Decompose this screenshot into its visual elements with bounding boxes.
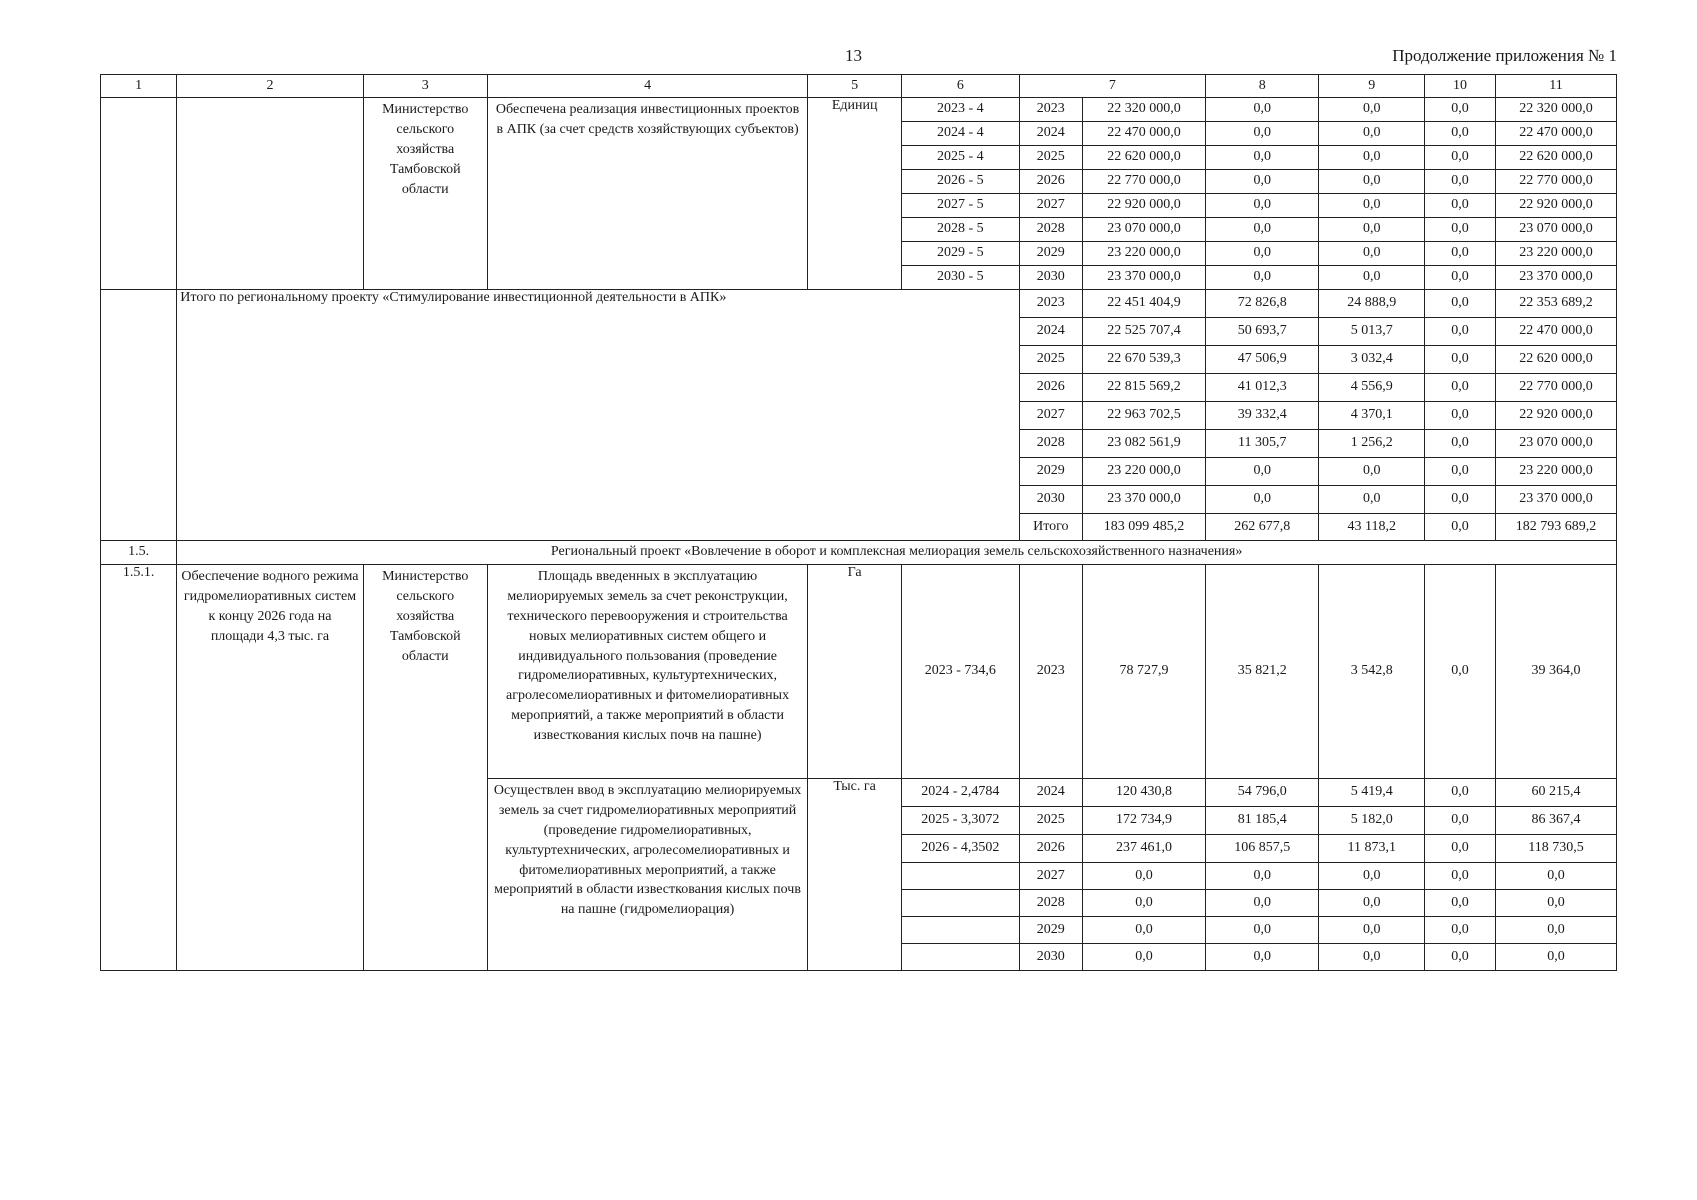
amount-cell: 0,0 <box>1206 458 1319 486</box>
page-number: 13 <box>845 46 862 65</box>
amount-cell: 23 082 561,9 <box>1082 430 1205 458</box>
amount-cell: 0,0 <box>1425 98 1496 122</box>
amount-cell: 0,0 <box>1319 170 1425 194</box>
amount-cell: 0,0 <box>1206 170 1319 194</box>
ministry-cell: Министерство сельского хозяйства Тамбовской области <box>363 98 487 290</box>
amount-cell: 0,0 <box>1425 374 1496 402</box>
amount-cell: 0,0 <box>1425 146 1496 170</box>
amount-cell: 22 770 000,0 <box>1082 170 1205 194</box>
year-cell: 2030 <box>1019 266 1082 290</box>
amount-cell: 0,0 <box>1425 218 1496 242</box>
amount-cell: 0,0 <box>1425 194 1496 218</box>
column-number: 9 <box>1319 75 1425 98</box>
amount-cell: 11 873,1 <box>1319 835 1425 863</box>
amount-cell: 183 099 485,2 <box>1082 514 1205 541</box>
amount-cell: 0,0 <box>1319 194 1425 218</box>
column-number: 2 <box>177 75 363 98</box>
amount-cell: 0,0 <box>1206 122 1319 146</box>
amount-cell: 0,0 <box>1425 318 1496 346</box>
amount-cell: 0,0 <box>1425 486 1496 514</box>
year-cell: 2025 <box>1019 146 1082 170</box>
amount-cell: 0,0 <box>1206 146 1319 170</box>
amount-cell: 0,0 <box>1319 218 1425 242</box>
amount-cell: 39 332,4 <box>1206 402 1319 430</box>
amount-cell: 0,0 <box>1319 98 1425 122</box>
amount-cell: 182 793 689,2 <box>1495 514 1616 541</box>
amount-cell: 22 451 404,9 <box>1082 290 1205 318</box>
year-cell: 2028 <box>1019 218 1082 242</box>
amount-cell: 0,0 <box>1425 514 1496 541</box>
amount-cell: 43 118,2 <box>1319 514 1425 541</box>
amount-cell: 0,0 <box>1206 98 1319 122</box>
amount-cell: 22 525 707,4 <box>1082 318 1205 346</box>
amount-cell: 0,0 <box>1425 835 1496 863</box>
amount-cell: 22 470 000,0 <box>1082 122 1205 146</box>
amount-cell: 22 770 000,0 <box>1495 170 1616 194</box>
year-cell: 2029 <box>1019 242 1082 266</box>
year-cell: 2025 <box>1019 807 1082 835</box>
column-number: 7 <box>1019 75 1205 98</box>
column-number: 1 <box>101 75 177 98</box>
amount-cell: 78 727,9 <box>1082 565 1205 779</box>
amount-cell: 0,0 <box>1425 458 1496 486</box>
amount-cell: 0,0 <box>1425 430 1496 458</box>
amount-cell: 0,0 <box>1319 890 1425 917</box>
amount-cell: 47 506,9 <box>1206 346 1319 374</box>
amount-cell: 0,0 <box>1319 146 1425 170</box>
amount-cell: 22 920 000,0 <box>1495 194 1616 218</box>
amount-cell: 22 920 000,0 <box>1082 194 1205 218</box>
target-value-cell: 2023 - 734,6 <box>902 565 1020 779</box>
amount-cell: 0,0 <box>1319 944 1425 971</box>
amount-cell: 86 367,4 <box>1495 807 1616 835</box>
amount-cell: 0,0 <box>1206 242 1319 266</box>
amount-cell: 0,0 <box>1206 890 1319 917</box>
total-label-cell: Итого по региональному проекту «Стимулирование инвестиционной деятельности в АПК» <box>177 290 1019 541</box>
amount-cell: 0,0 <box>1319 266 1425 290</box>
amount-cell: 0,0 <box>1206 266 1319 290</box>
amount-cell: 0,0 <box>1206 486 1319 514</box>
amount-cell: 0,0 <box>1206 218 1319 242</box>
unit-cell: Га <box>808 565 902 779</box>
amount-cell: 0,0 <box>1425 779 1496 807</box>
amount-cell: 0,0 <box>1495 863 1616 890</box>
amount-cell: 23 370 000,0 <box>1495 486 1616 514</box>
year-cell: 2025 <box>1019 346 1082 374</box>
amount-cell: 22 320 000,0 <box>1495 98 1616 122</box>
amount-cell: 0,0 <box>1082 863 1205 890</box>
amount-cell: 24 888,9 <box>1319 290 1425 318</box>
amount-cell: 22 815 569,2 <box>1082 374 1205 402</box>
amount-cell: 172 734,9 <box>1082 807 1205 835</box>
amount-cell: 0,0 <box>1425 807 1496 835</box>
target-value-cell: 2026 - 4,3502 <box>902 835 1020 863</box>
amount-cell: 54 796,0 <box>1206 779 1319 807</box>
amount-cell: 0,0 <box>1425 944 1496 971</box>
amount-cell: 5 013,7 <box>1319 318 1425 346</box>
amount-cell: 4 370,1 <box>1319 402 1425 430</box>
amount-cell: 0,0 <box>1082 890 1205 917</box>
year-cell: 2026 <box>1019 170 1082 194</box>
year-cell: 2029 <box>1019 458 1082 486</box>
amount-cell: 262 677,8 <box>1206 514 1319 541</box>
amount-cell: 0,0 <box>1425 565 1496 779</box>
year-cell: 2026 <box>1019 374 1082 402</box>
amount-cell: 72 826,8 <box>1206 290 1319 318</box>
year-cell: 2023 <box>1019 565 1082 779</box>
target-value-cell: 2025 - 3,3072 <box>902 807 1020 835</box>
amount-cell: 1 256,2 <box>1319 430 1425 458</box>
amount-cell: 0,0 <box>1082 917 1205 944</box>
year-cell: 2027 <box>1019 194 1082 218</box>
event-cell <box>177 98 363 290</box>
amount-cell: 81 185,4 <box>1206 807 1319 835</box>
amount-cell: 23 370 000,0 <box>1495 266 1616 290</box>
amount-cell: 5 419,4 <box>1319 779 1425 807</box>
amount-cell: 0,0 <box>1082 944 1205 971</box>
amount-cell: 0,0 <box>1206 194 1319 218</box>
amount-cell: 0,0 <box>1425 122 1496 146</box>
amount-cell: 41 012,3 <box>1206 374 1319 402</box>
amount-cell: 0,0 <box>1425 346 1496 374</box>
amount-cell: 0,0 <box>1319 242 1425 266</box>
target-value-cell: 2028 - 5 <box>902 218 1020 242</box>
amount-cell: 22 620 000,0 <box>1495 346 1616 374</box>
amount-cell: 0,0 <box>1495 917 1616 944</box>
indicator-cell: Обеспечена реализация инвестиционных проектов в АПК (за счет средств хозяйствующих субъектов) <box>487 98 807 290</box>
event-cell: Обеспечение водного режима гидромелиоративных систем к концу 2026 года на площади 4,3 тыс. га <box>177 565 363 971</box>
amount-cell: 0,0 <box>1425 890 1496 917</box>
table-row <box>101 541 1617 565</box>
amount-cell: 22 470 000,0 <box>1495 122 1616 146</box>
target-value-cell: 2023 - 4 <box>902 98 1020 122</box>
amount-cell: 0,0 <box>1319 917 1425 944</box>
table-row <box>101 565 1617 779</box>
amount-cell: 23 370 000,0 <box>1082 266 1205 290</box>
target-value-cell: 2024 - 4 <box>902 122 1020 146</box>
amount-cell: 0,0 <box>1319 458 1425 486</box>
column-number: 11 <box>1495 75 1616 98</box>
year-cell: 2028 <box>1019 430 1082 458</box>
year-cell: Итого <box>1019 514 1082 541</box>
amount-cell: 22 963 702,5 <box>1082 402 1205 430</box>
amount-cell: 0,0 <box>1206 944 1319 971</box>
indicator-cell: Осуществлен ввод в эксплуатацию мелиорируемых земель за счет гидромелиоративных мероприятий (проведение гидромелиоративных, культуртехнических, агролесомелиоративных и фитомелиоративных мероприятий, а также мероприятий в области известкования кислых почв на пашне (гидромелиорация) <box>487 779 807 971</box>
amount-cell: 22 320 000,0 <box>1082 98 1205 122</box>
amount-cell: 106 857,5 <box>1206 835 1319 863</box>
number-cell <box>101 98 177 290</box>
year-cell: 2023 <box>1019 290 1082 318</box>
amount-cell: 22 670 539,3 <box>1082 346 1205 374</box>
amount-cell: 22 770 000,0 <box>1495 374 1616 402</box>
amount-cell: 23 220 000,0 <box>1495 242 1616 266</box>
amount-cell: 0,0 <box>1425 402 1496 430</box>
year-cell: 2024 <box>1019 779 1082 807</box>
amount-cell: 0,0 <box>1425 242 1496 266</box>
section-number-cell: 1.5. <box>101 541 177 565</box>
amount-cell: 23 370 000,0 <box>1082 486 1205 514</box>
amount-cell: 118 730,5 <box>1495 835 1616 863</box>
ministry-cell: Министерство сельского хозяйства Тамбовской области <box>363 565 487 971</box>
amount-cell: 3 032,4 <box>1319 346 1425 374</box>
year-cell: 2028 <box>1019 890 1082 917</box>
target-value-cell <box>902 863 1020 890</box>
amount-cell: 23 220 000,0 <box>1082 458 1205 486</box>
amount-cell: 60 215,4 <box>1495 779 1616 807</box>
amount-cell: 23 070 000,0 <box>1495 218 1616 242</box>
column-number: 5 <box>808 75 902 98</box>
amount-cell: 4 556,9 <box>1319 374 1425 402</box>
amount-cell: 39 364,0 <box>1495 565 1616 779</box>
amount-cell: 23 070 000,0 <box>1082 218 1205 242</box>
table-row <box>101 290 1617 318</box>
amount-cell: 35 821,2 <box>1206 565 1319 779</box>
amount-cell: 3 542,8 <box>1319 565 1425 779</box>
amount-cell: 0,0 <box>1425 917 1496 944</box>
amount-cell: 23 220 000,0 <box>1082 242 1205 266</box>
column-number: 4 <box>487 75 807 98</box>
section-title-cell: Региональный проект «Вовлечение в оборот и комплексная мелиорация земель сельскохозяйственного назначения» <box>177 541 1617 565</box>
column-number: 10 <box>1425 75 1496 98</box>
table-row <box>101 98 1617 122</box>
amount-cell: 23 070 000,0 <box>1495 430 1616 458</box>
unit-cell: Тыс. га <box>808 779 902 971</box>
year-cell: 2027 <box>1019 402 1082 430</box>
column-number: 8 <box>1206 75 1319 98</box>
target-value-cell: 2030 - 5 <box>902 266 1020 290</box>
continuation-label: Продолжение приложения № 1 <box>1392 46 1617 65</box>
year-cell: 2027 <box>1019 863 1082 890</box>
amount-cell: 50 693,7 <box>1206 318 1319 346</box>
amount-cell: 0,0 <box>1319 122 1425 146</box>
amount-cell: 0,0 <box>1206 863 1319 890</box>
year-cell: 2029 <box>1019 917 1082 944</box>
amount-cell: 22 353 689,2 <box>1495 290 1616 318</box>
amount-cell: 11 305,7 <box>1206 430 1319 458</box>
amount-cell: 0,0 <box>1319 486 1425 514</box>
target-value-cell: 2024 - 2,4784 <box>902 779 1020 807</box>
column-number: 3 <box>363 75 487 98</box>
amount-cell: 237 461,0 <box>1082 835 1205 863</box>
amount-cell: 22 920 000,0 <box>1495 402 1616 430</box>
indicator-cell: Площадь введенных в эксплуатацию мелиорируемых земель за счет реконструкции, технического перевооружения и строительства новых мелиоративных систем общего и индивидуального пользования (проведение гидромелиоративных, культуртехнических, агролесомелиоративных и фитомелиоративных мероприятий, а также мероприятий в области известкования кислых почв на пашне) <box>487 565 807 779</box>
amount-cell: 0,0 <box>1495 944 1616 971</box>
year-cell: 2026 <box>1019 835 1082 863</box>
column-number-row <box>101 75 1617 98</box>
year-cell: 2024 <box>1019 122 1082 146</box>
year-cell: 2030 <box>1019 486 1082 514</box>
year-cell: 2023 <box>1019 98 1082 122</box>
amount-cell: 0,0 <box>1425 863 1496 890</box>
amount-cell: 22 470 000,0 <box>1495 318 1616 346</box>
amount-cell: 0,0 <box>1425 170 1496 194</box>
amount-cell: 120 430,8 <box>1082 779 1205 807</box>
amount-cell: 22 620 000,0 <box>1082 146 1205 170</box>
amount-cell: 5 182,0 <box>1319 807 1425 835</box>
year-cell: 2030 <box>1019 944 1082 971</box>
target-value-cell: 2029 - 5 <box>902 242 1020 266</box>
year-cell: 2024 <box>1019 318 1082 346</box>
event-number-cell: 1.5.1. <box>101 565 177 971</box>
program-table <box>100 74 1617 971</box>
amount-cell: 0,0 <box>1206 917 1319 944</box>
target-value-cell: 2025 - 4 <box>902 146 1020 170</box>
column-number: 6 <box>902 75 1020 98</box>
amount-cell: 22 620 000,0 <box>1495 146 1616 170</box>
target-value-cell <box>902 917 1020 944</box>
target-value-cell <box>902 890 1020 917</box>
amount-cell: 0,0 <box>1425 290 1496 318</box>
target-value-cell: 2026 - 5 <box>902 170 1020 194</box>
amount-cell: 23 220 000,0 <box>1495 458 1616 486</box>
target-value-cell <box>902 944 1020 971</box>
amount-cell: 0,0 <box>1495 890 1616 917</box>
number-cell <box>101 290 177 541</box>
amount-cell: 0,0 <box>1425 266 1496 290</box>
target-value-cell: 2027 - 5 <box>902 194 1020 218</box>
amount-cell: 0,0 <box>1319 863 1425 890</box>
unit-cell: Единиц <box>808 98 902 290</box>
